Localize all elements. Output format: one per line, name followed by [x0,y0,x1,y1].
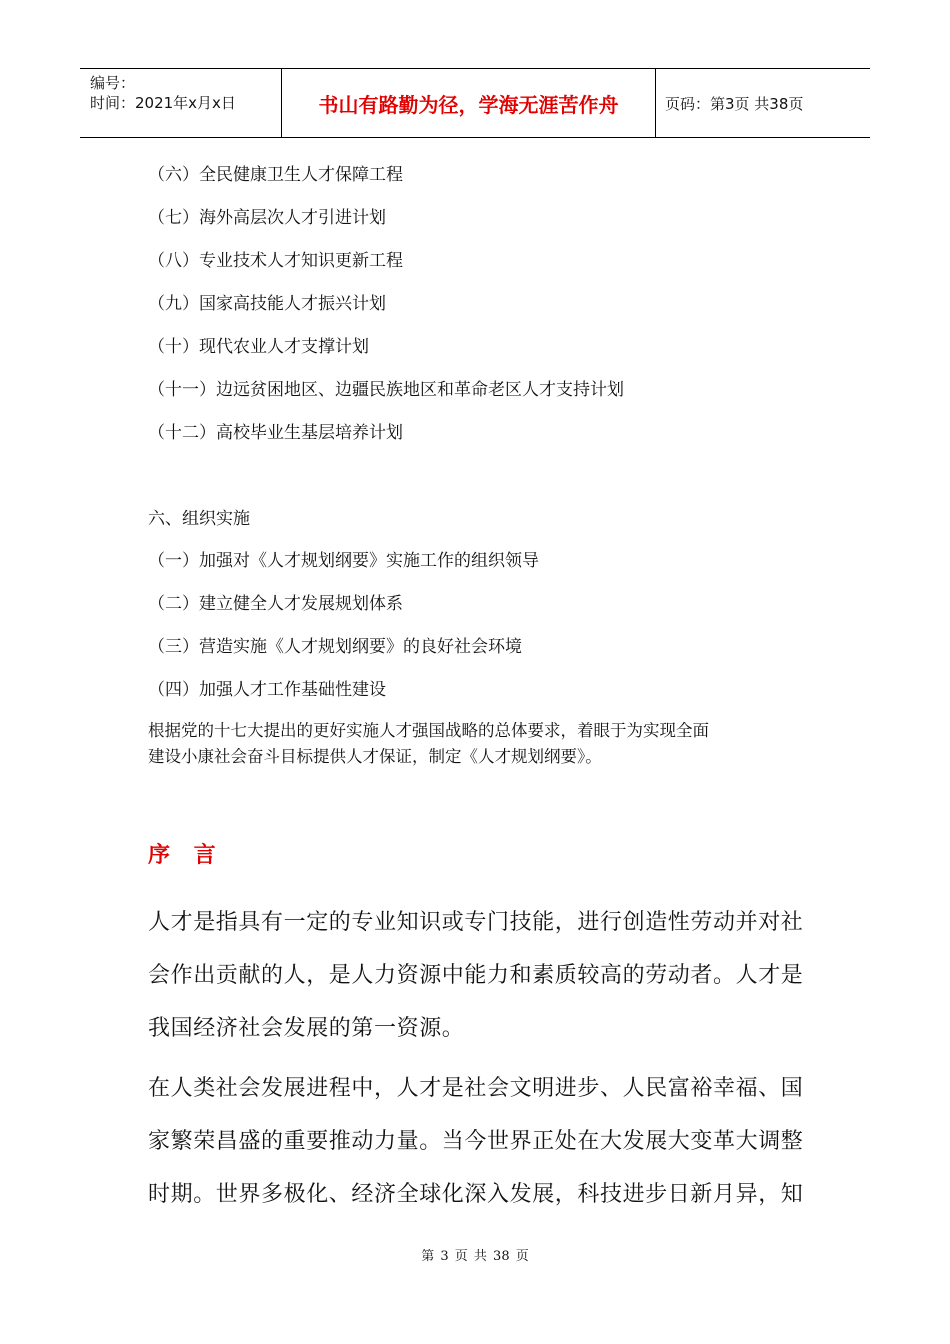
preface-line: 家繁荣昌盛的重要推动力量。当今世界正处在大发展大变革大调整 [148,1129,804,1154]
toc-item: （十一）边远贫困地区、边疆民族地区和革命老区人才支持计划 [148,380,624,400]
toc-item: （十二）高校毕业生基层培养计划 [148,423,403,443]
preface-line: 会作出贡献的人，是人力资源中能力和素质较高的劳动者。人才是 [148,963,804,988]
doc-number-label: 编号： [90,74,136,92]
toc-item: （十）现代农业人才支撑计划 [148,337,369,357]
date-label: 时间：2021年x月x日 [90,94,236,112]
toc-item: （七）海外高层次人才引进计划 [148,208,386,228]
intro-line: 建设小康社会奋斗目标提供人才保证，制定《人才规划纲要》。 [148,747,602,766]
page-footer: 第 3 页 共 38 页 [421,1249,529,1264]
page-header [80,68,870,138]
header-motto: 书山有路勤为径，学海无涯苦作舟 [318,92,619,117]
preface-line: 时期。世界多极化、经济全球化深入发展，科技进步日新月异，知 [148,1182,804,1207]
preface-line: 我国经济社会发展的第一资源。 [148,1016,465,1041]
section-item: （一）加强对《人才规划纲要》实施工作的组织领导 [148,551,539,571]
intro-line: 根据党的十七大提出的更好实施人才强国战略的总体要求，着眼于为实现全面 [148,721,709,740]
section-title: 六、组织实施 [148,509,250,529]
preface-line: 人才是指具有一定的专业知识或专门技能，进行创造性劳动并对社 [148,910,804,935]
section-item: （三）营造实施《人才规划纲要》的良好社会环境 [148,637,522,657]
section-item: （二）建立健全人才发展规划体系 [148,594,403,614]
toc-item: （六）全民健康卫生人才保障工程 [148,165,403,185]
header-meta [90,73,280,113]
toc-item: （八）专业技术人才知识更新工程 [148,251,403,271]
section-item: （四）加强人才工作基础性建设 [148,680,386,700]
toc-item: （九）国家高技能人才振兴计划 [148,294,386,314]
header-page-info: 页码：第3页 共38页 [665,94,804,113]
preface-heading: 序 言 [148,842,224,868]
preface-line: 在人类社会发展进程中，人才是社会文明进步、人民富裕幸福、国 [148,1076,804,1101]
header-divider [655,69,656,137]
